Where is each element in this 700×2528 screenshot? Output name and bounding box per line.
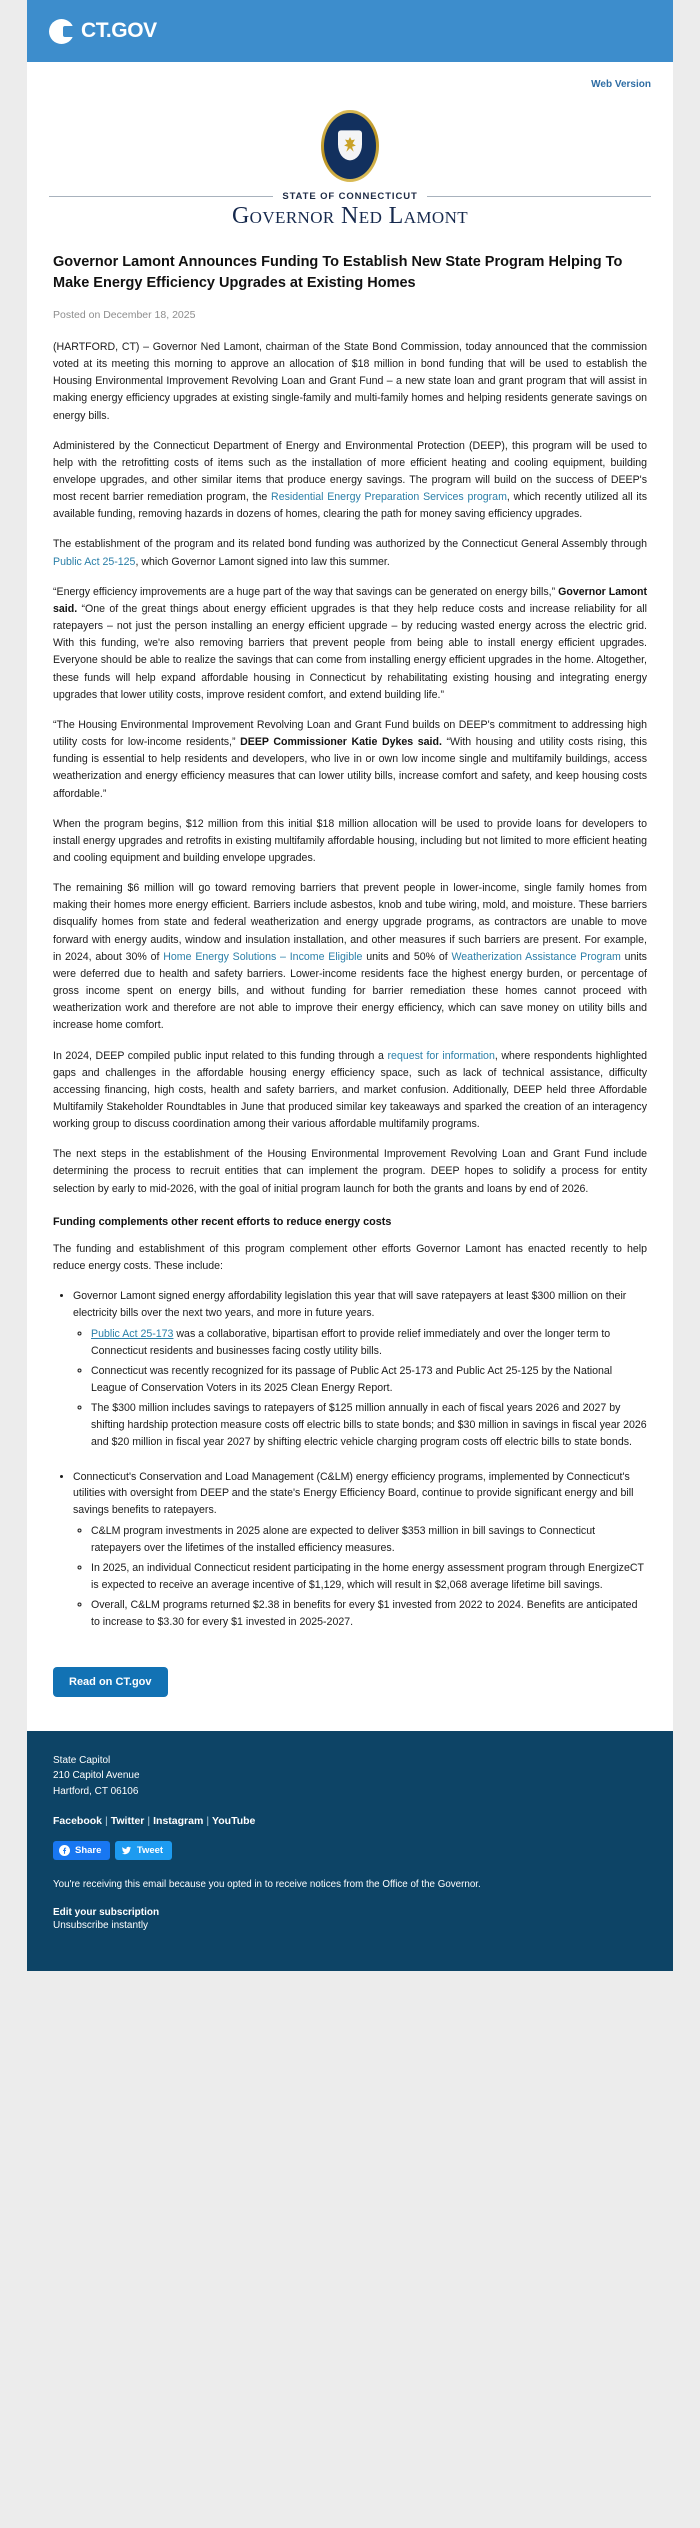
address-line-3: Hartford, CT 06106 [53,1785,139,1797]
link-public-act-25-125[interactable]: Public Act 25-125 [53,555,136,568]
paragraph-6: When the program begins, $12 million from this initial $18 million allocation will be used to provide loans for developers to install energy upgrades and retrofits in existing multifamily affordable housing, including but not limited to more efficient heating and cooling equipment and building envelope upgrades. [53,817,647,864]
web-version-link[interactable]: Web Version [591,79,651,90]
efforts-list [53,1288,647,1631]
link-weatherization-assistance[interactable]: Weatherization Assistance Program [451,950,621,963]
p8-text-a: In 2024, DEEP compiled public input related to this funding through a [53,1049,388,1062]
posted-date: Posted on December 18, 2025 [53,308,196,321]
header-bar [27,0,673,62]
state-label: STATE OF CONNECTICUT [282,191,418,202]
article-content [27,230,673,1631]
logo-text: CT.GOV [81,19,157,42]
rule-left [49,196,273,197]
section-intro: The funding and establishment of this program complement other efforts Governor Lamont has enacted recently to help reduce energy costs. These include: [53,1242,647,1272]
link-home-energy-solutions[interactable]: Home Energy Solutions – Income Eligible [163,950,363,963]
paragraph-5-quote [53,717,647,803]
p5-text-b: “With housing and utility costs rising, this funding is essential to help residents and developers, who live in or own low income single and multifamily buildings, access weatherization and energy efficiency measures that can lower utility bills, increase comfort and safety, and keep housing costs affordable.” [53,736,647,800]
p2-text-a: Administered by the Connecticut Department of Energy and Environmental Protection (DEEP), this program will be used to help with the retrofitting costs of items such as the installation of more efficient heating and cooling equipment, building envelope upgrades, and other similar items that produce energy savings. The program will build on the success of DEEP's most recent barrier remediation program, the [53,439,647,504]
p7-text-a: The remaining $6 million will go toward removing barriers that prevent people in lower-income, single family homes from making their homes more energy efficient. Barriers include asbestos, knob and tube wiring, mold, and moisture. These barriers disqualify homes from state and federal weatherization and energy upgrade programs, as contractors are unable to move forward with energy audits, window and insulation installation, and other measures if such barriers are present. For example, in 2024, about 30% of [53,882,647,963]
social-links-row [53,1815,647,1827]
twitter-icon [121,1845,132,1856]
list-item [73,1288,647,1450]
link-request-for-information[interactable]: request for information [387,1049,495,1062]
section-heading: Funding complements other recent efforts to reduce energy costs [53,1215,392,1228]
social-link-facebook[interactable]: Facebook [53,1815,103,1828]
twitter-tweet-button[interactable] [115,1841,172,1860]
list-item: ◦ Connecticut was recently recognized for its passage of Public Act 25-173 and Public Act 25-125 by the National League of Conservation Voters in its 2025 Clean Energy Report. [91,1363,647,1397]
governor-title: Governor Ned Lamont [231,203,469,229]
link-public-act-25-173[interactable]: Public Act 25-173 [91,1327,174,1340]
social-link-twitter[interactable]: Twitter [110,1815,145,1828]
footer [27,1731,673,1971]
p5-text-a: “The Housing Environmental Improvement Revolving Loan and Grant Fund builds on DEEP's commitment to addressing high utility costs for low-income residents,” [53,718,647,749]
facebook-share-label: Share [75,1845,102,1857]
p8-text-b: , where respondents highlighted gaps and challenges in the affordable housing energy efficiency space, such as lack of technical assistance, difficulty accessing financing, high costs, health and safety barriers, and market confusion. Additionally, DEEP held three Affordable Multifamily Stakeholder Roundtables in June that produced similar key takeaways and sparked the creation of an interagency working group to discuss coordination among their various affordable multifamily programs. [53,1049,647,1131]
p3-text-b: , which Governor Lamont signed into law this summer. [135,555,390,568]
footer-address [53,1753,647,1800]
address-line-2: 210 Capitol Avenue [53,1770,140,1782]
bullet-2-text: Connecticut's Conservation and Load Management (C&LM) energy efficiency programs, implemented by Connecticut's utilities with oversight from DEEP and the state's Energy Efficiency Board, continue to provide significant energy and bill savings benefits to ratepayers. [73,1470,634,1517]
attribution-commissioner: DEEP Commissioner Katie Dykes said. [240,736,442,749]
list-spacer [73,1457,647,1465]
social-link-instagram[interactable]: Instagram [153,1815,204,1828]
attribution-governor: Governor Lamont said. [53,585,647,615]
email-container [27,0,673,1971]
p4-text-b: “One of the great things about energy efficient upgrades is that they help reduce costs and increase reliability for all ratepayers – not just the person installing an energy efficient upgrade – by reducing wasted energy across the electric grid. With this funding, we're also removing barriers that prevent people from being able to install energy efficient upgrades. Everyone should be able to realize the savings that can come from installing energy efficient upgrades in the home. Altogether, these funds will help expand affordable housing in Connecticut by rehabilitating existing housing and integrating energy upgrades that lower utility costs, improve resident comfort, and extend building life.” [53,602,647,701]
cta-section [27,1641,673,1731]
list-item: ◦ C&LM program investments in 2025 alone are expected to deliver $353 million in bill savings to Connecticut ratepayers over the lifetimes of the installed efficiency measures. [91,1523,647,1557]
ctgov-logo[interactable] [49,19,157,44]
p4-text-a: “Energy efficiency improvements are a huge part of the way that savings can be generated on energy bills,” [53,585,559,598]
masthead-rule [49,191,651,202]
link-residential-energy-prep[interactable]: Residential Energy Preparation Services program [271,491,507,504]
list-item: ◦ In 2025, an individual Connecticut resident participating in the home energy assessment program through EnergizeCT is expected to receive an average incentive of $1,129, which will result in $2,068 average lifetime bill savings. [91,1560,647,1594]
read-on-ctgov-button[interactable]: Read on CT.gov [53,1667,168,1697]
social-link-youtube[interactable]: YouTube [212,1815,256,1828]
web-version-row [27,62,673,92]
paragraph-7 [53,880,647,1034]
optin-notice: You're receiving this email because you opted in to receive notices from the Office of the Governor. [53,1879,481,1891]
separator: | [105,1815,108,1828]
paragraph-8 [53,1048,647,1134]
ct-logo-icon [49,19,74,44]
p7-text-b: units and 50% of [362,950,452,963]
sublist-1 [73,1326,647,1451]
separator: | [147,1815,151,1828]
list-item: ◦ Overall, C&LM programs returned $2.38 in benefits for every $1 invested from 2022 to 2024. Benefits are anticipated to increase to $3.30 for every $1 invested in 2025-2027. [91,1597,647,1631]
state-seal-icon [321,110,379,182]
masthead [27,92,673,230]
paragraph-4-quote [53,584,647,704]
address-line-1: State Capitol [53,1754,111,1766]
list-item: ◦ The $300 million includes savings to ratepayers of $125 million annually in each of fiscal years 2026 and 2027 by shifting hardship protection measure costs off electric bills to state bonds; and $30 million in savings in fiscal year 2026 and $20 million in fiscal year 2027 by shifting electric vehicle charging program costs off electric bills to state bonds. [91,1400,647,1451]
paragraph-1: (HARTFORD, CT) – Governor Ned Lamont, chairman of the State Bond Commission, today announced that the commission voted at its meeting this morning to approve an allocation of $18 million in bond funding that will be used to establish the Housing Environmental Improvement Revolving Loan and Grant Fund – a new state loan and grant program that will assist in making energy efficiency upgrades at existing single-family and multi-family homes and helping residents generate savings on energy bills. [53,340,647,422]
paragraph-2 [53,438,647,524]
unsubscribe-link[interactable]: Unsubscribe instantly [53,1920,149,1932]
p3-text-a: The establishment of the program and its related bond funding was authorized by the Connecticut General Assembly through [53,538,647,551]
list-item [73,1469,647,1631]
twitter-tweet-label: Tweet [136,1845,164,1857]
facebook-icon [59,1845,70,1856]
bullet-1-text: Governor Lamont signed energy affordability legislation this year that will save ratepayers at least $300 million on their electricity bills over the next two years, and more in future years. [73,1290,627,1320]
p7-text-c: units were deferred due to health and safety barriers. Lower-income residents face the highest energy burden, or percentage of gross income spent on energy bills, and without funding for barrier remediation these homes cannot proceed with weatherization work and therefore are not able to improve their energy efficiency, which can save money on utility bills and increase home comfort. [53,950,647,1032]
list-item [91,1326,647,1360]
paragraph-9: The next steps in the establishment of the Housing Environmental Improvement Revolving Loan and Grant Fund include determining the process to recruit entities that can implement the program. DEEP hopes to solidify a process for entity selection by early to mid-2026, with the goal of initial program launch for both the grants and loans by end of 2026. [53,1148,647,1195]
sublist-2 [73,1523,647,1631]
facebook-share-button[interactable] [53,1841,110,1860]
sub-1-1-text: was a collaborative, bipartisan effort to provide relief immediately and over the longer term to Connecticut residents and businesses facing costly utility bills. [91,1327,611,1357]
page-title: Governor Lamont Announces Funding To Establish New State Program Helping To Make Energy Efficiency Upgrades at Existing Homes [53,254,623,292]
p2-text-b: , which recently utilized all its available funding, removing hazards in dozens of homes, clearing the path for money saving efficiency upgrades. [53,491,647,521]
paragraph-3 [53,536,647,570]
edit-subscription-link[interactable]: Edit your subscription [53,1907,160,1919]
separator: | [206,1815,210,1828]
rule-right [427,196,651,197]
